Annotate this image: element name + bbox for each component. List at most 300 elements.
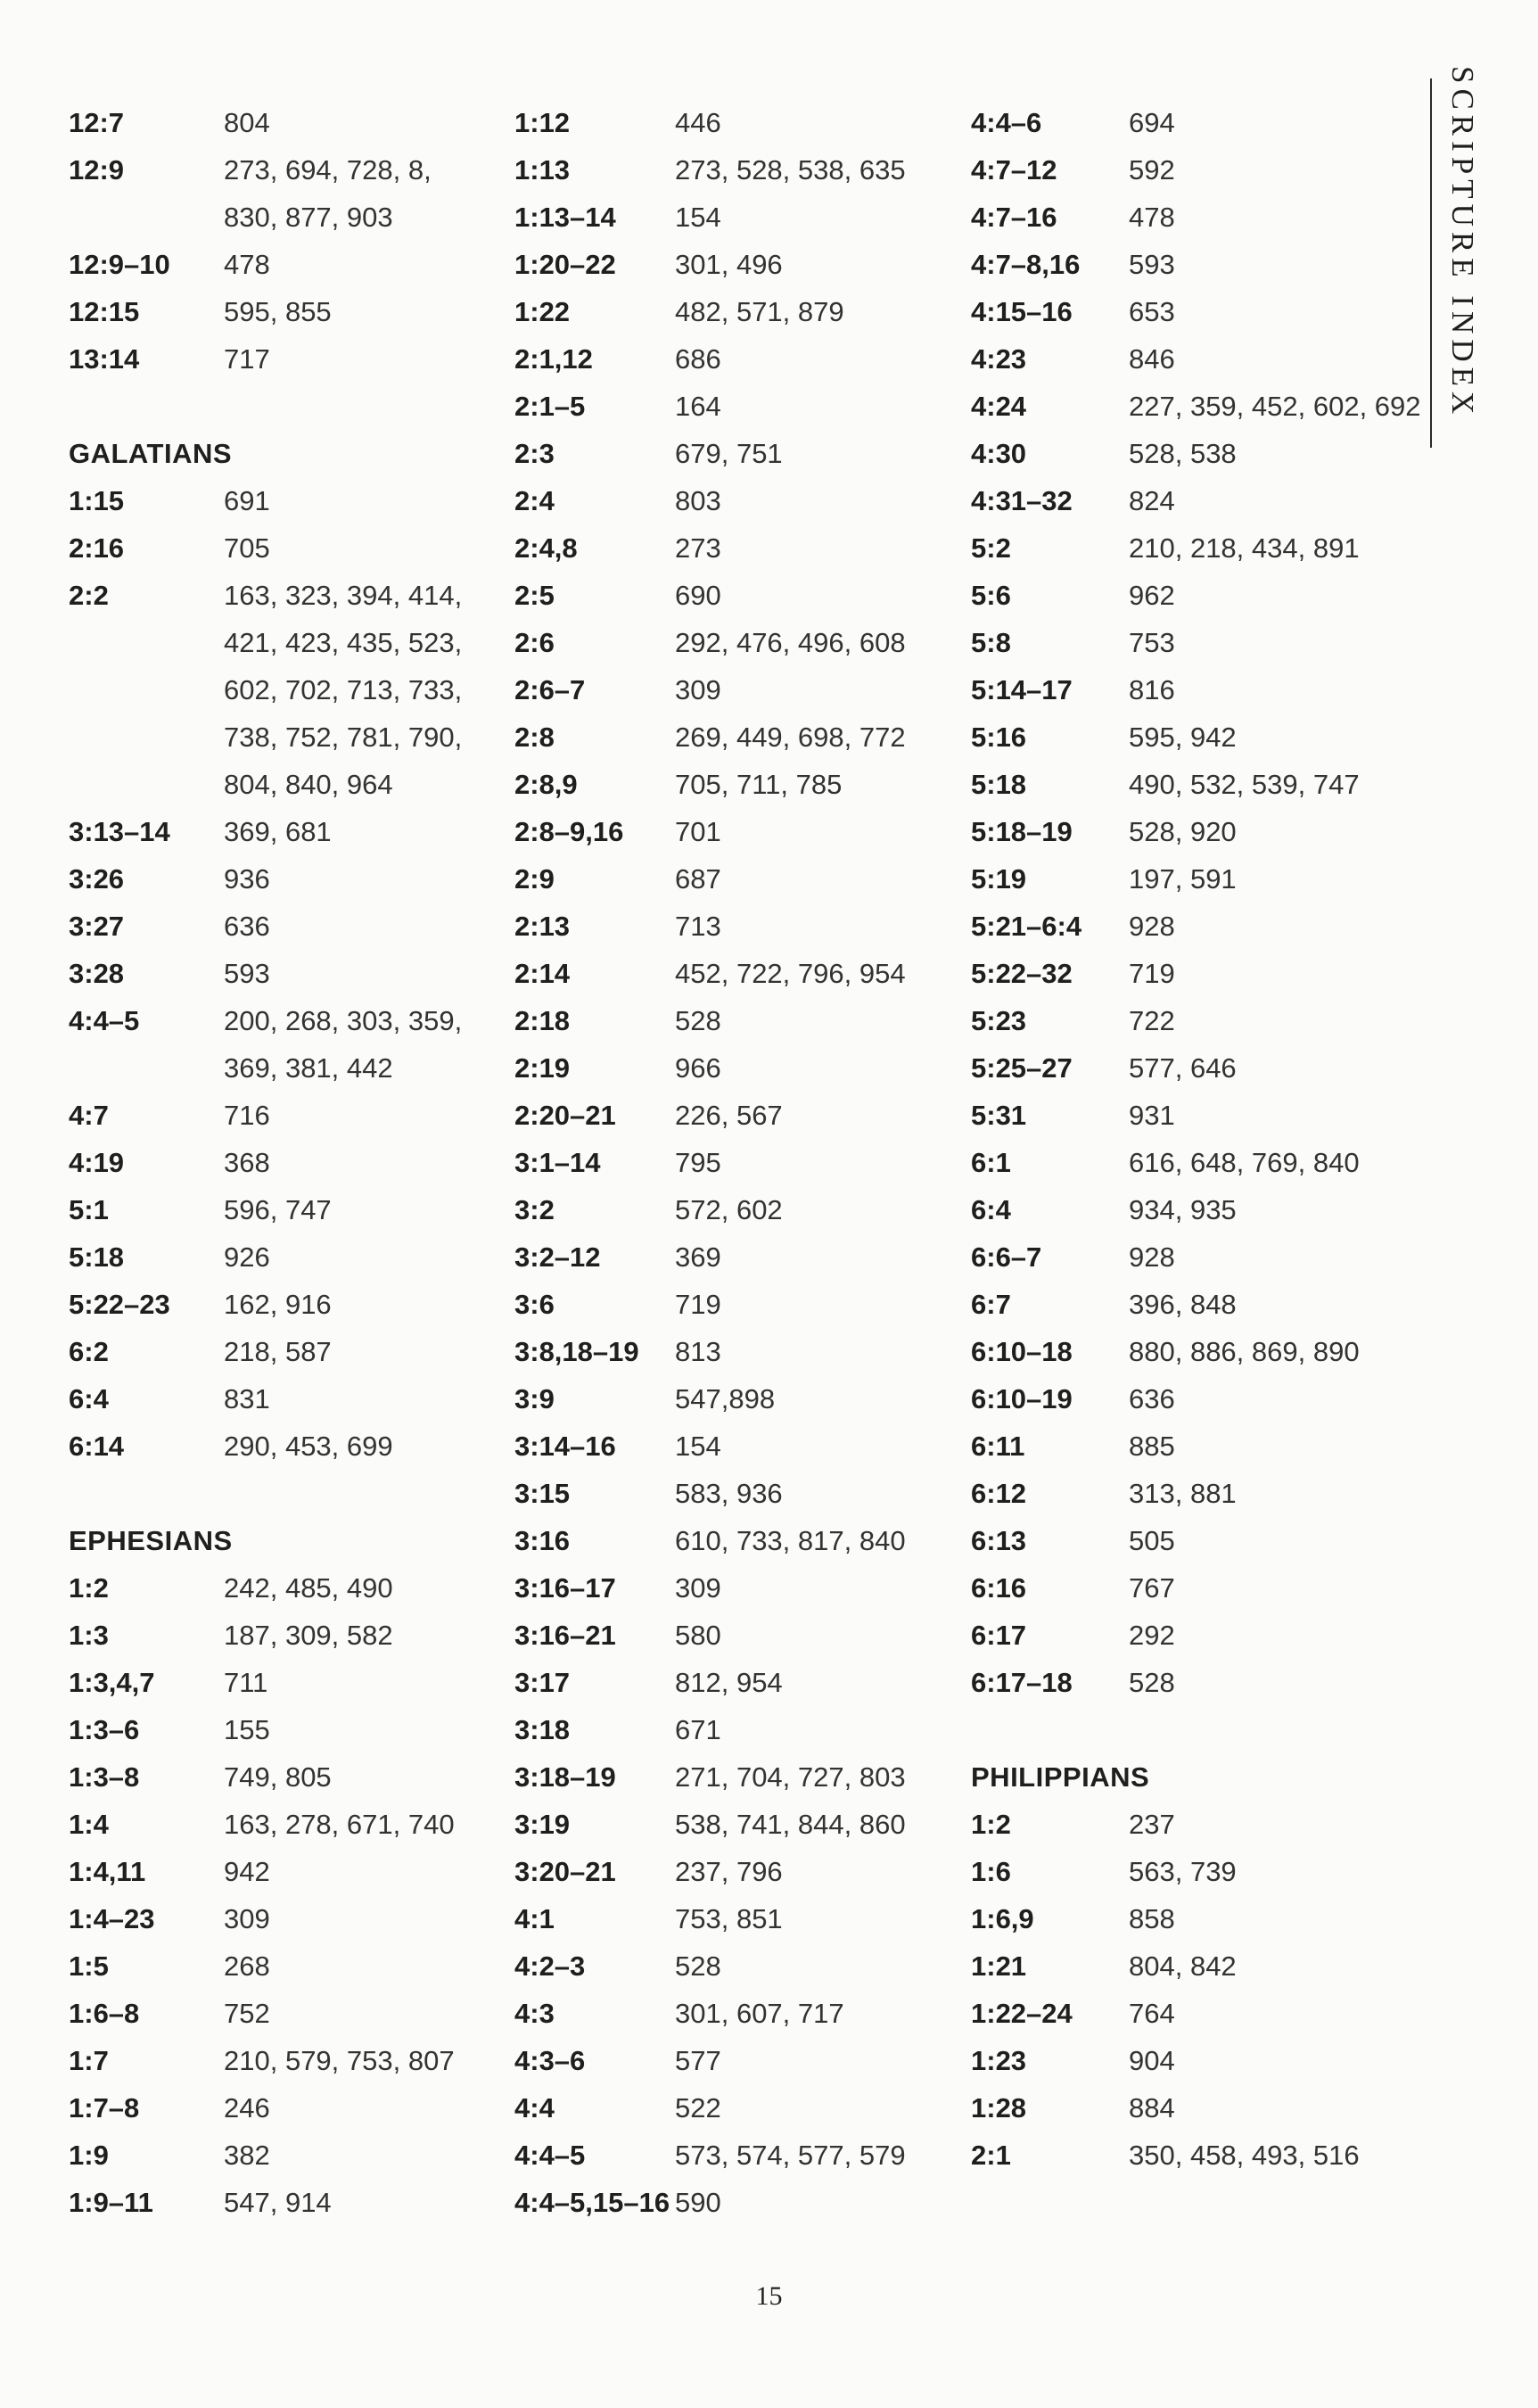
page-references: 595, 942 — [1129, 722, 1237, 753]
index-entry — [514, 1990, 960, 2037]
index-entry — [514, 1139, 960, 1186]
index-entry — [514, 430, 960, 477]
page-references: 904 — [1129, 2045, 1175, 2076]
index-entry — [69, 1612, 491, 1659]
section-spacer — [971, 1706, 1423, 1753]
verse-reference: 3:15 — [514, 1478, 571, 1509]
index-entry — [971, 1564, 1423, 1612]
verse-reference: 2:6 — [514, 627, 555, 658]
side-rule — [1430, 78, 1432, 448]
page-references: 218, 587 — [224, 1336, 332, 1367]
page-references: 722 — [1129, 1005, 1175, 1036]
index-entry — [69, 1706, 491, 1753]
page-references: 200, 268, 303, 359, 369, 381, 442 — [224, 1005, 463, 1084]
page-references: 719 — [675, 1289, 721, 1320]
index-entry — [514, 1564, 960, 1612]
index-entry — [69, 1801, 491, 1848]
page-references: 804 — [224, 107, 270, 138]
verse-reference: 2:1,12 — [514, 343, 593, 375]
page-references: 846 — [1129, 343, 1175, 375]
page-references: 595, 855 — [224, 296, 332, 327]
page-references: 210, 218, 434, 891 — [1129, 532, 1360, 564]
index-entry — [69, 1564, 491, 1612]
verse-reference: 6:6–7 — [971, 1241, 1042, 1273]
page-references: 690 — [675, 580, 721, 611]
index-entry — [971, 808, 1423, 855]
page-references: 590 — [675, 2187, 721, 2218]
page-references: 577 — [675, 2045, 721, 2076]
page-references: 268 — [224, 1950, 270, 1982]
verse-reference: 4:7 — [69, 1100, 109, 1131]
verse-reference: 6:12 — [971, 1478, 1027, 1509]
page-references: 528, 538 — [1129, 438, 1237, 469]
index-entry — [69, 1659, 491, 1706]
index-entry — [69, 1328, 491, 1375]
index-entry — [971, 2037, 1423, 2084]
index-entry — [971, 997, 1423, 1044]
verse-reference: 6:7 — [971, 1289, 1011, 1320]
verse-reference: 1:13 — [514, 154, 571, 186]
page-references: 155 — [224, 1714, 270, 1745]
page-references: 928 — [1129, 1241, 1175, 1273]
index-entry — [971, 713, 1423, 761]
index-entry — [514, 761, 960, 808]
verse-reference: 1:2 — [971, 1809, 1011, 1840]
verse-reference: 3:1–14 — [514, 1147, 601, 1178]
verse-reference: 6:17 — [971, 1620, 1027, 1651]
verse-reference: 3:8,18–19 — [514, 1336, 639, 1367]
index-entry — [971, 1375, 1423, 1423]
page-references: 547,898 — [675, 1383, 776, 1414]
page-references: 942 — [224, 1856, 270, 1887]
page-references: 273, 694, 728, 8, 830, 877, 903 — [224, 154, 432, 233]
verse-reference: 12:7 — [69, 107, 125, 138]
index-entry — [514, 194, 960, 241]
index-entry — [971, 430, 1423, 477]
verse-reference: 3:17 — [514, 1667, 571, 1698]
page-references: 164 — [675, 391, 721, 422]
page-references: 885 — [1129, 1431, 1175, 1462]
verse-reference: 12:15 — [69, 296, 140, 327]
verse-reference: 4:4–5 — [69, 1005, 140, 1036]
page-references: 719 — [1129, 958, 1175, 989]
index-entry — [69, 2132, 491, 2179]
index-entry — [514, 1659, 960, 1706]
verse-reference: 3:20–21 — [514, 1856, 616, 1887]
page-references: 163, 323, 394, 414, 421, 423, 435, 523, 602, 702, 713, 733, 738, 752, 781, 790, 804, 840, 964 — [224, 580, 463, 800]
verse-reference: 2:16 — [69, 532, 125, 564]
verse-reference: 3:16–21 — [514, 1620, 616, 1651]
verse-reference: 2:4 — [514, 485, 555, 516]
index-entry — [514, 666, 960, 713]
verse-reference: 3:26 — [69, 863, 125, 895]
verse-reference: 6:2 — [69, 1336, 109, 1367]
index-entry — [514, 997, 960, 1044]
index-entry — [69, 2084, 491, 2132]
verse-reference: 3:19 — [514, 1809, 571, 1840]
index-entry — [971, 1281, 1423, 1328]
page-references: 237, 796 — [675, 1856, 783, 1887]
page-references: 187, 309, 582 — [224, 1620, 393, 1651]
index-entry — [971, 572, 1423, 619]
page-references: 583, 936 — [675, 1478, 783, 1509]
index-entry — [971, 1186, 1423, 1233]
page-references: 350, 458, 493, 516 — [1129, 2140, 1360, 2171]
index-entry — [69, 1942, 491, 1990]
index-entry — [514, 808, 960, 855]
index-entry — [971, 1517, 1423, 1564]
verse-reference: 2:9 — [514, 863, 555, 895]
verse-reference: 3:2–12 — [514, 1241, 601, 1273]
page-references: 528, 920 — [1129, 816, 1237, 847]
verse-reference: 6:14 — [69, 1431, 125, 1462]
verse-reference: 3:2 — [514, 1194, 555, 1225]
page-references: 522 — [675, 2092, 721, 2123]
verse-reference: 1:22–24 — [971, 1998, 1073, 2029]
verse-reference: 6:17–18 — [971, 1667, 1073, 1698]
page-references: 482, 571, 879 — [675, 296, 844, 327]
verse-reference: 6:4 — [69, 1383, 109, 1414]
page-references: 928 — [1129, 911, 1175, 942]
page-references: 163, 278, 671, 740 — [224, 1809, 455, 1840]
index-entry — [514, 477, 960, 524]
section-spacer — [69, 383, 491, 430]
page-references: 610, 733, 817, 840 — [675, 1525, 906, 1556]
page-references: 880, 886, 869, 890 — [1129, 1336, 1360, 1367]
index-entry — [514, 146, 960, 194]
verse-reference: 2:2 — [69, 580, 109, 611]
verse-reference: 5:25–27 — [971, 1052, 1073, 1084]
index-entry — [514, 1233, 960, 1281]
index-entry — [514, 335, 960, 383]
index-entry — [69, 1848, 491, 1895]
verse-reference: 5:2 — [971, 532, 1011, 564]
verse-reference: 1:3,4,7 — [69, 1667, 155, 1698]
verse-reference: 6:13 — [971, 1525, 1027, 1556]
page-references: 671 — [675, 1714, 721, 1745]
index-entry — [514, 383, 960, 430]
page-references: 884 — [1129, 2092, 1175, 2123]
verse-reference: 6:4 — [971, 1194, 1011, 1225]
page-references: 210, 579, 753, 807 — [224, 2045, 455, 2076]
index-entry — [971, 2132, 1423, 2179]
verse-reference: 6:10–19 — [971, 1383, 1073, 1414]
page-references: 292 — [1129, 1620, 1175, 1651]
verse-reference: 4:7–8,16 — [971, 249, 1081, 280]
page-references: 273, 528, 538, 635 — [675, 154, 906, 186]
index-entry — [971, 903, 1423, 950]
page-references: 490, 532, 539, 747 — [1129, 769, 1360, 800]
page-references: 966 — [675, 1052, 721, 1084]
verse-reference: 5:16 — [971, 722, 1027, 753]
page-references: 813 — [675, 1336, 721, 1367]
verse-reference: 1:22 — [514, 296, 571, 327]
page-references: 858 — [1129, 1903, 1175, 1934]
page-references: 701 — [675, 816, 721, 847]
page-references: 816 — [1129, 674, 1175, 705]
verse-reference: 6:11 — [971, 1431, 1025, 1462]
index-entry — [971, 619, 1423, 666]
page-references: 687 — [675, 863, 721, 895]
verse-reference: 2:8 — [514, 722, 555, 753]
page-references: 705, 711, 785 — [675, 769, 843, 800]
index-entry — [971, 1990, 1423, 2037]
index-entry — [69, 1990, 491, 2037]
page-references: 812, 954 — [675, 1667, 783, 1698]
page-number: 15 — [755, 2281, 783, 2311]
page-references: 592 — [1129, 154, 1175, 186]
page-references: 528 — [675, 1950, 721, 1982]
index-entry — [971, 1328, 1423, 1375]
page-references: 636 — [1129, 1383, 1175, 1414]
verse-reference: 4:4 — [514, 2092, 555, 2123]
side-title: SCRIPTURE INDEX — [1445, 66, 1480, 420]
page-references: 369, 681 — [224, 816, 332, 847]
verse-reference: 6:16 — [971, 1572, 1027, 1604]
page-references: 369 — [675, 1241, 721, 1273]
verse-reference: 3:27 — [69, 911, 125, 942]
page-references: 382 — [224, 2140, 270, 2171]
index-entry — [514, 2037, 960, 2084]
verse-reference: 5:22–23 — [69, 1289, 170, 1320]
index-entry — [971, 855, 1423, 903]
verse-reference: 3:16 — [514, 1525, 571, 1556]
verse-reference: 4:4–5,15–16 — [514, 2187, 670, 2218]
page-references: 528 — [1129, 1667, 1175, 1698]
index-entry — [514, 855, 960, 903]
verse-reference: 3:18–19 — [514, 1761, 616, 1793]
verse-reference: 3:18 — [514, 1714, 571, 1745]
page-references: 636 — [224, 911, 270, 942]
page-references: 593 — [1129, 249, 1175, 280]
verse-reference: 1:4,11 — [69, 1856, 146, 1887]
index-entry — [971, 761, 1423, 808]
index-entry — [971, 666, 1423, 713]
section-heading: EPHESIANS — [69, 1525, 233, 1556]
index-entry — [69, 2179, 491, 2226]
verse-reference: 1:3–8 — [69, 1761, 140, 1793]
verse-reference: 4:7–16 — [971, 202, 1057, 233]
verse-reference: 5:6 — [971, 580, 1011, 611]
verse-reference: 4:3–6 — [514, 2045, 586, 2076]
section-spacer — [69, 1470, 491, 1517]
page-references: 653 — [1129, 296, 1175, 327]
verse-reference: 12:9–10 — [69, 249, 170, 280]
index-entry — [971, 1942, 1423, 1990]
page-references: 831 — [224, 1383, 270, 1414]
index-entry — [971, 288, 1423, 335]
index-entry — [69, 146, 491, 241]
verse-reference: 2:18 — [514, 1005, 571, 1036]
page-references: 505 — [1129, 1525, 1175, 1556]
page-references: 478 — [1129, 202, 1175, 233]
index-entry — [514, 1848, 960, 1895]
page-references: 226, 567 — [675, 1100, 783, 1131]
index-entry — [514, 524, 960, 572]
page-references: 753 — [1129, 627, 1175, 658]
section-heading: GALATIANS — [69, 438, 233, 469]
verse-reference: 5:14–17 — [971, 674, 1073, 705]
page-references: 824 — [1129, 485, 1175, 516]
page-references: 717 — [224, 343, 270, 375]
index-entry — [514, 1706, 960, 1753]
index-entry — [514, 1375, 960, 1423]
page-references: 764 — [1129, 1998, 1175, 2029]
index-entry — [971, 1139, 1423, 1186]
verse-reference: 1:23 — [971, 2045, 1027, 2076]
index-entry — [69, 855, 491, 903]
index-entry — [971, 1233, 1423, 1281]
page-references: 691 — [224, 485, 270, 516]
page-references: 563, 739 — [1129, 1856, 1237, 1887]
verse-reference: 2:1–5 — [514, 391, 586, 422]
index-entry — [69, 1139, 491, 1186]
page-references: 547, 914 — [224, 2187, 332, 2218]
verse-reference: 4:24 — [971, 391, 1027, 422]
index-entry — [514, 1895, 960, 1942]
index-entry — [971, 335, 1423, 383]
page-references: 290, 453, 699 — [224, 1431, 393, 1462]
verse-reference: 2:4,8 — [514, 532, 578, 564]
index-entry — [971, 1895, 1423, 1942]
page-references: 273 — [675, 532, 721, 564]
verse-reference: 4:15–16 — [971, 296, 1073, 327]
verse-reference: 5:21–6:4 — [971, 911, 1082, 942]
verse-reference: 6:1 — [971, 1147, 1011, 1178]
index-entry — [971, 2084, 1423, 2132]
index-entry — [514, 241, 960, 288]
verse-reference: 4:19 — [69, 1147, 125, 1178]
verse-reference: 3:9 — [514, 1383, 555, 1414]
verse-reference: 4:2–3 — [514, 1950, 586, 1982]
verse-reference: 4:4–5 — [514, 2140, 586, 2171]
index-entry — [69, 572, 491, 808]
page-references: 926 — [224, 1241, 270, 1273]
page-references: 396, 848 — [1129, 1289, 1237, 1320]
index-entry — [971, 1470, 1423, 1517]
verse-reference: 3:16–17 — [514, 1572, 616, 1604]
index-entry — [514, 1423, 960, 1470]
verse-reference: 4:3 — [514, 1998, 555, 2029]
page-references: 711 — [224, 1667, 268, 1698]
verse-reference: 1:13–14 — [514, 202, 616, 233]
verse-reference: 5:31 — [971, 1100, 1027, 1131]
verse-reference: 4:30 — [971, 438, 1027, 469]
index-entry — [514, 713, 960, 761]
page-references: 538, 741, 844, 860 — [675, 1809, 906, 1840]
index-entry — [69, 1233, 491, 1281]
index-entry — [971, 1801, 1423, 1848]
verse-reference: 5:18–19 — [971, 816, 1073, 847]
verse-reference: 1:9 — [69, 2140, 109, 2171]
verse-reference: 3:28 — [69, 958, 125, 989]
index-entry — [514, 572, 960, 619]
page-references: 309 — [675, 1572, 721, 1604]
verse-reference: 6:10–18 — [971, 1336, 1073, 1367]
index-entry — [69, 2037, 491, 2084]
verse-reference: 1:5 — [69, 1950, 109, 1982]
page-references: 713 — [675, 911, 721, 942]
page-references: 753, 851 — [675, 1903, 783, 1934]
index-entry — [69, 99, 491, 146]
page-references: 313, 881 — [1129, 1478, 1237, 1509]
index-entry — [514, 1517, 960, 1564]
verse-reference: 2:20–21 — [514, 1100, 616, 1131]
verse-reference: 1:21 — [971, 1950, 1027, 1982]
verse-reference: 1:6–8 — [69, 1998, 140, 2029]
verse-reference: 5:22–32 — [971, 958, 1073, 989]
verse-reference: 5:19 — [971, 863, 1027, 895]
page-references: 446 — [675, 107, 721, 138]
verse-reference: 1:6,9 — [971, 1903, 1034, 1934]
page-references: 452, 722, 796, 954 — [675, 958, 906, 989]
verse-reference: 1:6 — [971, 1856, 1011, 1887]
verse-reference: 2:8,9 — [514, 769, 578, 800]
page-references: 962 — [1129, 580, 1175, 611]
section-heading: PHILIPPIANS — [971, 1761, 1150, 1793]
verse-reference: 1:15 — [69, 485, 125, 516]
index-entry — [971, 1848, 1423, 1895]
index-entry — [514, 1092, 960, 1139]
page-references: 716 — [224, 1100, 270, 1131]
index-entry — [69, 1753, 491, 1801]
index-entry — [971, 1092, 1423, 1139]
page-references: 197, 591 — [1129, 863, 1237, 895]
page-references: 803 — [675, 485, 721, 516]
verse-reference: 2:19 — [514, 1052, 571, 1084]
page-references: 528 — [675, 1005, 721, 1036]
verse-reference: 5:18 — [69, 1241, 125, 1273]
page-references: 616, 648, 769, 840 — [1129, 1147, 1360, 1178]
index-entry — [514, 1470, 960, 1517]
page-references: 593 — [224, 958, 270, 989]
verse-reference: 4:1 — [514, 1903, 555, 1934]
index-entry — [514, 2132, 960, 2179]
verse-reference: 2:5 — [514, 580, 555, 611]
page-references: 573, 574, 577, 579 — [675, 2140, 906, 2171]
index-entry — [69, 1423, 491, 1470]
verse-reference: 2:14 — [514, 958, 571, 989]
index-entry — [971, 99, 1423, 146]
verse-reference: 5:23 — [971, 1005, 1027, 1036]
page-references: 694 — [1129, 107, 1175, 138]
page-references: 154 — [675, 1431, 721, 1462]
index-entry — [514, 2084, 960, 2132]
page-references: 686 — [675, 343, 721, 375]
page-references: 580 — [675, 1620, 721, 1651]
verse-reference: 1:9–11 — [69, 2187, 153, 2218]
index-column-2 — [514, 99, 960, 2226]
index-entry — [514, 1281, 960, 1328]
index-entry — [971, 241, 1423, 288]
index-entry — [514, 1801, 960, 1848]
page-references: 246 — [224, 2092, 270, 2123]
page-references: 936 — [224, 863, 270, 895]
verse-reference: 1:20–22 — [514, 249, 616, 280]
page-references: 795 — [675, 1147, 721, 1178]
index-entry — [971, 146, 1423, 194]
index-entry — [971, 194, 1423, 241]
index-entry — [514, 1612, 960, 1659]
page-references: 309 — [224, 1903, 270, 1934]
index-entry — [514, 2179, 960, 2226]
page-references: 804, 842 — [1129, 1950, 1237, 1982]
page-references: 162, 916 — [224, 1289, 332, 1320]
verse-reference: 5:1 — [69, 1194, 109, 1225]
page-references: 309 — [675, 674, 721, 705]
index-entry — [971, 1659, 1423, 1706]
index-entry — [69, 1895, 491, 1942]
